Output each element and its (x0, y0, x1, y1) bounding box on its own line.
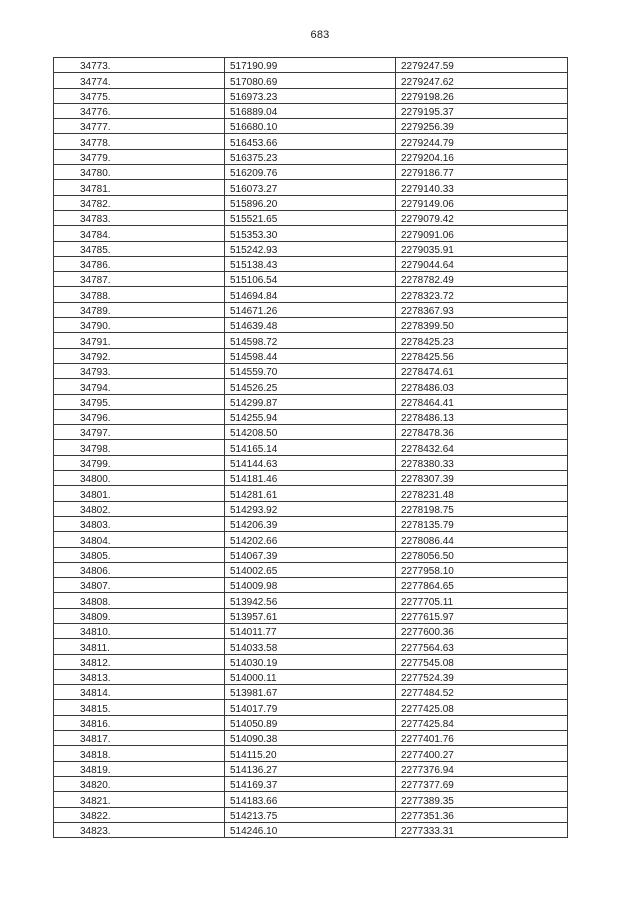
x-coordinate-cell: 514144.63 (225, 455, 396, 470)
x-coordinate-cell: 516973.23 (225, 88, 396, 103)
point-number-cell: 34798. (54, 440, 225, 455)
x-coordinate-cell: 513981.67 (225, 685, 396, 700)
x-coordinate-cell: 514002.65 (225, 562, 396, 577)
y-coordinate-cell: 2277958.10 (396, 562, 568, 577)
point-number-cell: 34815. (54, 700, 225, 715)
x-coordinate-cell: 515353.30 (225, 226, 396, 241)
table-row (54, 516, 568, 531)
table-row (54, 73, 568, 88)
y-coordinate-cell: 2278425.56 (396, 348, 568, 363)
y-coordinate-cell: 2279035.91 (396, 241, 568, 256)
table-row (54, 256, 568, 271)
y-coordinate-cell: 2278486.03 (396, 379, 568, 394)
point-number-cell: 34819. (54, 761, 225, 776)
table-row (54, 88, 568, 103)
table-row (54, 287, 568, 302)
y-coordinate-cell: 2277705.11 (396, 593, 568, 608)
point-number-cell: 34796. (54, 409, 225, 424)
x-coordinate-cell: 514299.87 (225, 394, 396, 409)
point-number-cell: 34786. (54, 256, 225, 271)
point-number-cell: 34814. (54, 685, 225, 700)
table-row (54, 471, 568, 486)
point-number-cell: 34808. (54, 593, 225, 608)
x-coordinate-cell: 514598.44 (225, 348, 396, 363)
point-number-cell: 34777. (54, 119, 225, 134)
point-number-cell: 34821. (54, 792, 225, 807)
table-row (54, 486, 568, 501)
y-coordinate-cell: 2279091.06 (396, 226, 568, 241)
table-row (54, 425, 568, 440)
point-number-cell: 34801. (54, 486, 225, 501)
y-coordinate-cell: 2277376.94 (396, 761, 568, 776)
table-row (54, 165, 568, 180)
y-coordinate-cell: 2277615.97 (396, 608, 568, 623)
point-number-cell: 34813. (54, 669, 225, 684)
x-coordinate-cell: 516073.27 (225, 180, 396, 195)
y-coordinate-cell: 2278198.75 (396, 501, 568, 516)
point-number-cell: 34811. (54, 639, 225, 654)
x-coordinate-cell: 514639.48 (225, 318, 396, 333)
x-coordinate-cell: 516680.10 (225, 119, 396, 134)
y-coordinate-cell: 2278086.44 (396, 532, 568, 547)
point-number-cell: 34800. (54, 471, 225, 486)
y-coordinate-cell: 2279247.59 (396, 58, 568, 73)
table-row (54, 715, 568, 730)
y-coordinate-cell: 2278782.49 (396, 272, 568, 287)
y-coordinate-cell: 2279140.33 (396, 180, 568, 195)
point-number-cell: 34804. (54, 532, 225, 547)
point-number-cell: 34789. (54, 302, 225, 317)
point-number-cell: 34785. (54, 241, 225, 256)
point-number-cell: 34797. (54, 425, 225, 440)
table-row (54, 149, 568, 164)
x-coordinate-cell: 514202.66 (225, 532, 396, 547)
x-coordinate-cell: 514165.14 (225, 440, 396, 455)
point-number-cell: 34807. (54, 578, 225, 593)
y-coordinate-cell: 2278464.41 (396, 394, 568, 409)
y-coordinate-cell: 2278135.79 (396, 516, 568, 531)
table-row (54, 685, 568, 700)
point-number-cell: 34806. (54, 562, 225, 577)
y-coordinate-cell: 2277425.84 (396, 715, 568, 730)
table-row (54, 792, 568, 807)
coordinates-table (53, 57, 568, 838)
x-coordinate-cell: 514208.50 (225, 425, 396, 440)
y-coordinate-cell: 2278231.48 (396, 486, 568, 501)
table-row (54, 348, 568, 363)
y-coordinate-cell: 2277864.65 (396, 578, 568, 593)
point-number-cell: 34794. (54, 379, 225, 394)
table-row (54, 272, 568, 287)
table-row (54, 302, 568, 317)
table-row (54, 562, 568, 577)
point-number-cell: 34802. (54, 501, 225, 516)
table-row (54, 58, 568, 73)
point-number-cell: 34782. (54, 195, 225, 210)
x-coordinate-cell: 514030.19 (225, 654, 396, 669)
table-row (54, 210, 568, 225)
y-coordinate-cell: 2277564.63 (396, 639, 568, 654)
table-row (54, 440, 568, 455)
y-coordinate-cell: 2279247.62 (396, 73, 568, 88)
table-row (54, 608, 568, 623)
x-coordinate-cell: 514050.89 (225, 715, 396, 730)
point-number-cell: 34773. (54, 58, 225, 73)
y-coordinate-cell: 2279244.79 (396, 134, 568, 149)
y-coordinate-cell: 2278056.50 (396, 547, 568, 562)
page-number: 683 (310, 29, 330, 41)
point-number-cell: 34818. (54, 746, 225, 761)
y-coordinate-cell: 2279204.16 (396, 149, 568, 164)
point-number-cell: 34790. (54, 318, 225, 333)
y-coordinate-cell: 2279044.64 (396, 256, 568, 271)
x-coordinate-cell: 514011.77 (225, 623, 396, 638)
y-coordinate-cell: 2278478.36 (396, 425, 568, 440)
x-coordinate-cell: 514671.26 (225, 302, 396, 317)
x-coordinate-cell: 515106.54 (225, 272, 396, 287)
table-row (54, 134, 568, 149)
point-number-cell: 34823. (54, 822, 225, 837)
table-row (54, 195, 568, 210)
x-coordinate-cell: 513942.56 (225, 593, 396, 608)
y-coordinate-cell: 2277600.36 (396, 623, 568, 638)
table-row (54, 455, 568, 470)
x-coordinate-cell: 514293.92 (225, 501, 396, 516)
point-number-cell: 34812. (54, 654, 225, 669)
y-coordinate-cell: 2277351.36 (396, 807, 568, 822)
point-number-cell: 34816. (54, 715, 225, 730)
point-number-cell: 34775. (54, 88, 225, 103)
x-coordinate-cell: 514526.25 (225, 379, 396, 394)
y-coordinate-cell: 2277524.39 (396, 669, 568, 684)
x-coordinate-cell: 514559.70 (225, 363, 396, 378)
x-coordinate-cell: 514694.84 (225, 287, 396, 302)
table-row (54, 822, 568, 837)
table-row (54, 119, 568, 134)
y-coordinate-cell: 2278474.61 (396, 363, 568, 378)
table-row (54, 669, 568, 684)
x-coordinate-cell: 514136.27 (225, 761, 396, 776)
x-coordinate-cell: 516375.23 (225, 149, 396, 164)
point-number-cell: 34784. (54, 226, 225, 241)
y-coordinate-cell: 2278399.50 (396, 318, 568, 333)
y-coordinate-cell: 2279186.77 (396, 165, 568, 180)
x-coordinate-cell: 515896.20 (225, 195, 396, 210)
table-row (54, 241, 568, 256)
y-coordinate-cell: 2278425.23 (396, 333, 568, 348)
point-number-cell: 34817. (54, 731, 225, 746)
y-coordinate-cell: 2278323.72 (396, 287, 568, 302)
y-coordinate-cell: 2278432.64 (396, 440, 568, 455)
point-number-cell: 34779. (54, 149, 225, 164)
x-coordinate-cell: 515521.65 (225, 210, 396, 225)
coordinates-table-body (54, 58, 568, 838)
point-number-cell: 34799. (54, 455, 225, 470)
point-number-cell: 34787. (54, 272, 225, 287)
x-coordinate-cell: 514009.98 (225, 578, 396, 593)
y-coordinate-cell: 2277401.76 (396, 731, 568, 746)
y-coordinate-cell: 2277400.27 (396, 746, 568, 761)
y-coordinate-cell: 2279195.37 (396, 103, 568, 118)
point-number-cell: 34783. (54, 210, 225, 225)
table-row (54, 700, 568, 715)
y-coordinate-cell: 2278486.13 (396, 409, 568, 424)
table-row (54, 639, 568, 654)
point-number-cell: 34809. (54, 608, 225, 623)
x-coordinate-cell: 514000.11 (225, 669, 396, 684)
point-number-cell: 34805. (54, 547, 225, 562)
point-number-cell: 34822. (54, 807, 225, 822)
x-coordinate-cell: 514281.61 (225, 486, 396, 501)
x-coordinate-cell: 514090.38 (225, 731, 396, 746)
y-coordinate-cell: 2278380.33 (396, 455, 568, 470)
point-number-cell: 34788. (54, 287, 225, 302)
table-row (54, 226, 568, 241)
y-coordinate-cell: 2278367.93 (396, 302, 568, 317)
point-number-cell: 34791. (54, 333, 225, 348)
table-row (54, 180, 568, 195)
x-coordinate-cell: 514598.72 (225, 333, 396, 348)
x-coordinate-cell: 516889.04 (225, 103, 396, 118)
point-number-cell: 34780. (54, 165, 225, 180)
table-row (54, 103, 568, 118)
y-coordinate-cell: 2277377.69 (396, 776, 568, 791)
y-coordinate-cell: 2277425.08 (396, 700, 568, 715)
point-number-cell: 34778. (54, 134, 225, 149)
y-coordinate-cell: 2278307.39 (396, 471, 568, 486)
y-coordinate-cell: 2277389.35 (396, 792, 568, 807)
point-number-cell: 34792. (54, 348, 225, 363)
point-number-cell: 34774. (54, 73, 225, 88)
point-number-cell: 34781. (54, 180, 225, 195)
x-coordinate-cell: 514213.75 (225, 807, 396, 822)
table-row (54, 547, 568, 562)
x-coordinate-cell: 515138.43 (225, 256, 396, 271)
x-coordinate-cell: 514115.20 (225, 746, 396, 761)
table-row (54, 379, 568, 394)
table-row (54, 394, 568, 409)
x-coordinate-cell: 514181.46 (225, 471, 396, 486)
table-row (54, 409, 568, 424)
y-coordinate-cell: 2279256.39 (396, 119, 568, 134)
table-row (54, 623, 568, 638)
x-coordinate-cell: 515242.93 (225, 241, 396, 256)
table-row (54, 333, 568, 348)
table-row (54, 731, 568, 746)
x-coordinate-cell: 517080.69 (225, 73, 396, 88)
y-coordinate-cell: 2279149.06 (396, 195, 568, 210)
x-coordinate-cell: 514255.94 (225, 409, 396, 424)
x-coordinate-cell: 514169.37 (225, 776, 396, 791)
table-row (54, 578, 568, 593)
y-coordinate-cell: 2277484.52 (396, 685, 568, 700)
table-row (54, 761, 568, 776)
table-row (54, 363, 568, 378)
y-coordinate-cell: 2279198.26 (396, 88, 568, 103)
x-coordinate-cell: 516209.76 (225, 165, 396, 180)
point-number-cell: 34820. (54, 776, 225, 791)
point-number-cell: 34776. (54, 103, 225, 118)
table-row (54, 746, 568, 761)
table-row (54, 532, 568, 547)
x-coordinate-cell: 517190.99 (225, 58, 396, 73)
y-coordinate-cell: 2279079.42 (396, 210, 568, 225)
table-row (54, 776, 568, 791)
table-row (54, 807, 568, 822)
x-coordinate-cell: 514067.39 (225, 547, 396, 562)
table-row (54, 318, 568, 333)
x-coordinate-cell: 514033.58 (225, 639, 396, 654)
y-coordinate-cell: 2277333.31 (396, 822, 568, 837)
x-coordinate-cell: 514206.39 (225, 516, 396, 531)
point-number-cell: 34793. (54, 363, 225, 378)
table-row (54, 654, 568, 669)
table-row (54, 501, 568, 516)
x-coordinate-cell: 514183.66 (225, 792, 396, 807)
x-coordinate-cell: 513957.61 (225, 608, 396, 623)
point-number-cell: 34795. (54, 394, 225, 409)
table-row (54, 593, 568, 608)
point-number-cell: 34810. (54, 623, 225, 638)
y-coordinate-cell: 2277545.08 (396, 654, 568, 669)
point-number-cell: 34803. (54, 516, 225, 531)
x-coordinate-cell: 514246.10 (225, 822, 396, 837)
x-coordinate-cell: 514017.79 (225, 700, 396, 715)
x-coordinate-cell: 516453.66 (225, 134, 396, 149)
